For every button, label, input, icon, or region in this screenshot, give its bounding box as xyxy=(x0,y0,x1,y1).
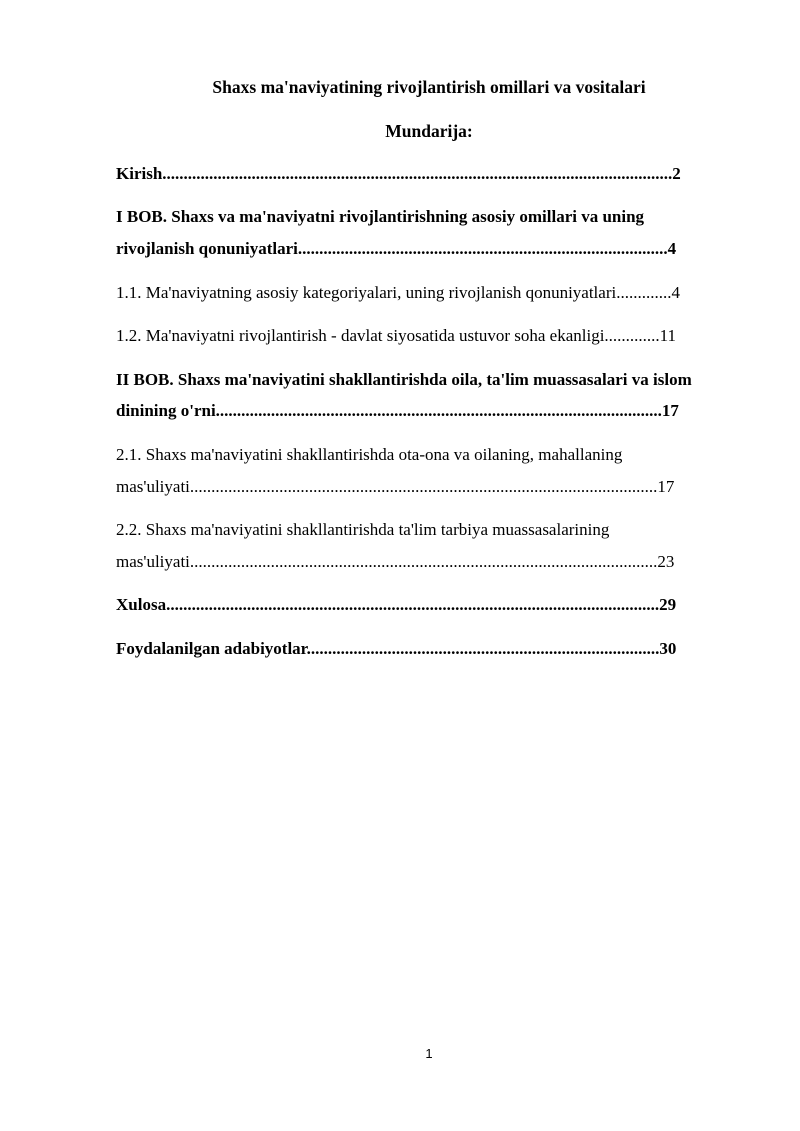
toc-entry-conclusion[interactable]: Xulosa....................................................................................................................29 xyxy=(116,595,677,614)
toc-entry-section-2-1-cont[interactable]: mas'uliyati..............................................................................................................17 xyxy=(116,477,675,496)
document-title: Shaxs ma'naviyatining rivojlantirish omillari va vositalari xyxy=(212,77,646,97)
toc-entry-section-1-2[interactable]: 1.2. Ma'naviyatni rivojlantirish - davlat siyosatida ustuvor soha ekanligi.............11 xyxy=(116,326,677,345)
toc-entry-section-2-2[interactable]: 2.2. Shaxs ma'naviyatini shakllantirishda ta'lim tarbiya muassasalarining xyxy=(116,520,610,539)
toc-entry-section-2-1[interactable]: 2.1. Shaxs ma'naviyatini shakllantirishda ota-ona va oilaning, mahallaning xyxy=(116,445,623,464)
toc-entry-introduction[interactable]: Kirish........................................................................................................................2 xyxy=(116,164,681,183)
toc-entry-section-2-2-cont[interactable]: mas'uliyati..............................................................................................................23 xyxy=(116,552,675,571)
toc-entry-chapter-1-cont[interactable]: rivojlanish qonuniyatlari.......................................................................................4 xyxy=(116,239,677,258)
toc-heading: Mundarija: xyxy=(385,121,473,141)
toc-entry-chapter-2[interactable]: II BOB. Shaxs ma'naviyatini shakllantirishda oila, ta'lim muassasalari va islom xyxy=(116,370,692,389)
toc-entry-chapter-2-cont[interactable]: dinining o'rni.........................................................................................................17 xyxy=(116,401,679,420)
toc-entry-chapter-1[interactable]: I BOB. Shaxs va ma'naviyatni rivojlantirishning asosiy omillari va uning xyxy=(116,207,645,226)
page-number: 1 xyxy=(425,1046,433,1061)
toc-entry-section-1-1[interactable]: 1.1. Ma'naviyatning asosiy kategoriyalari, uning rivojlanish qonuniyatlari.............4 xyxy=(116,283,680,302)
toc-entry-references[interactable]: Foydalanilgan adabiyotlar...................................................................................30 xyxy=(116,639,677,658)
